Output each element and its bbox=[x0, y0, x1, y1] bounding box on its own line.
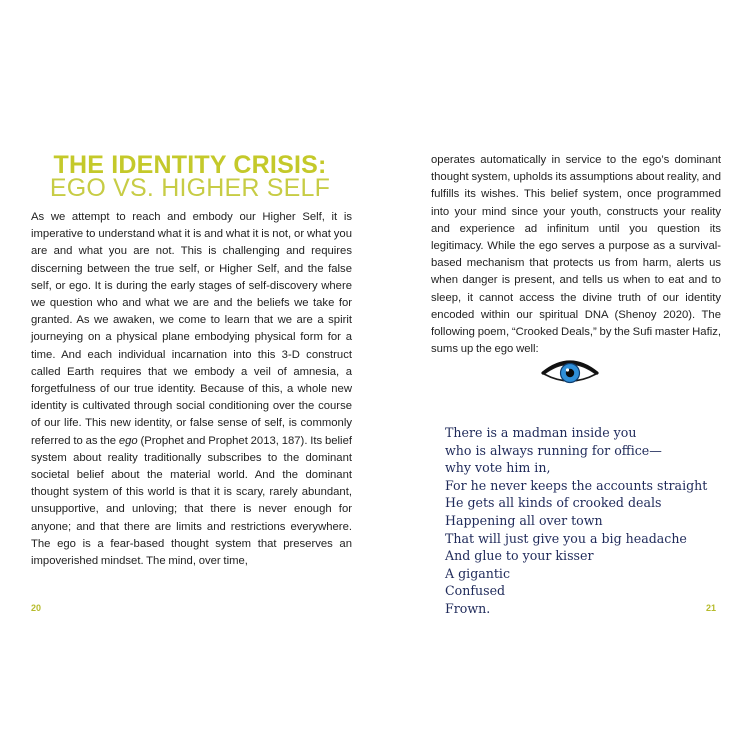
right-body-text bbox=[431, 152, 721, 358]
eye-highlight bbox=[566, 368, 569, 371]
left-page-number: 20 bbox=[31, 603, 42, 613]
poem bbox=[445, 424, 735, 618]
poem-line: A gigantic bbox=[445, 565, 511, 581]
poem-line: why vote him in, bbox=[445, 460, 551, 476]
poem-line: For he never keeps the accounts straight bbox=[445, 477, 708, 493]
eye-icon-graphic bbox=[541, 358, 599, 388]
poem-line: He gets all kinds of crooked deals bbox=[445, 495, 662, 511]
eye-icon bbox=[541, 358, 599, 388]
poem-line: Confused bbox=[445, 583, 506, 599]
chapter-title-line-2: EGO VS. HIGHER SELF bbox=[49, 174, 331, 202]
chapter-title-line-1: THE IDENTITY CRISIS: bbox=[53, 151, 327, 179]
right-page-number: 21 bbox=[706, 603, 717, 613]
right-body-paragraph: operates automatically in service to the ego’s dominant thought system, upholds its assumptions about reality, and fulfills its wishes. This belief system, once programmed into your mind since your youth, constructs your reality and experience ad infinitum until you question its legitimacy. While the ego serves a purpose as a survival-based mechanism that protects us from harm, alerts us when danger is present, and tells us when to eat and to sleep, it cannot access the divine truth of our identity encoded within our spiritual DNA (Shenoy 2020). The following poem, “Crooked Deals,” by the Sufi master Hafiz, sums up the ego well: bbox=[431, 154, 722, 356]
poem-line: Frown. bbox=[445, 600, 491, 616]
poem-line: That will just give you a big headache bbox=[445, 530, 687, 546]
left-body-before-italic: As we attempt to reach and embody our Higher Self, it is imperative to understand what it is and what it is not, or what you are and what you are not. This is challenging and requires discerning between the true self, or Higher Self, and the false self, or ego. It is during the early stages of self-discovery where we question who and what we are and the beliefs we take for granted. As we awaken, we come to learn that we are a spirit journeying on a physical plane embodying physical form for a time. And each individual incarnation into this 3-D construct called Earth requires that we embody a veil of amnesia, a forgetfulness of our true identity. Because of this, a whole new identity is cultivated through social conditioning over the course of our life. This new identity, or false sense of self, is commonly referred to as the bbox=[31, 211, 352, 447]
poem-line: There is a madman inside you bbox=[445, 425, 637, 440]
left-body-italic-term: ego bbox=[118, 434, 138, 447]
poem-line: who is always running for office— bbox=[445, 442, 662, 458]
poem-line: And glue to your kisser bbox=[445, 548, 594, 564]
left-body-after-italic: (Prophet and Prophet 2013, 187). Its belief system about reality traditionally subscribes to the dominant societal belief about the material world. And the dominant thought system of this world is that it is scary, rarely abundant, unsupportive, and unloving; that there is never enough for anyone; and that there are limits and restrictions everywhere. The ego is a fear-based thought system that preserves an impoverished mindset. The mind, over time, bbox=[31, 434, 352, 568]
right-page bbox=[375, 0, 750, 750]
chapter-title bbox=[30, 151, 350, 202]
left-body-paragraph bbox=[31, 209, 352, 570]
left-body-text bbox=[31, 209, 352, 570]
poem-line: Happening all over town bbox=[445, 512, 603, 528]
